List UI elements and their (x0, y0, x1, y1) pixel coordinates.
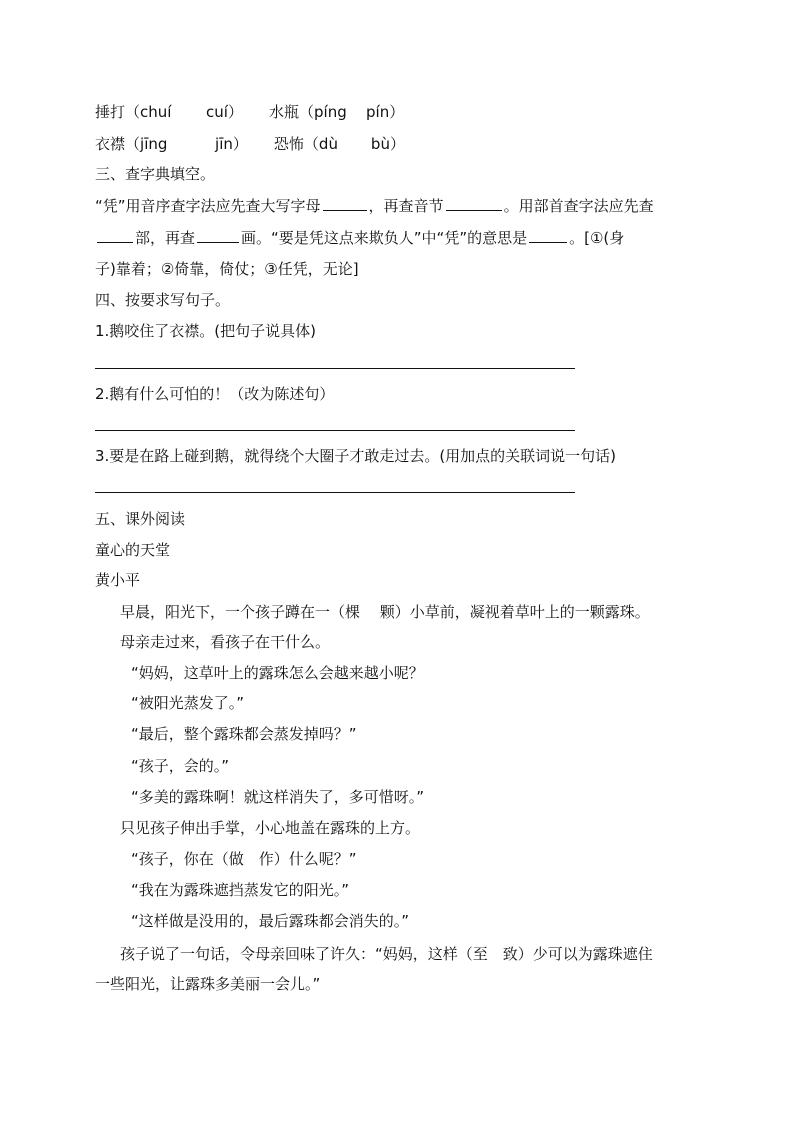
pinyin-option: chuí (140, 103, 172, 121)
section-4-heading: 四、按要求写句子。 (95, 291, 231, 309)
fill-blank[interactable] (446, 196, 502, 211)
reading-paragraph: 孩子说了一句话，令母亲回味了许久：“妈妈，这样（至 致）少可以为露珠遮住 (120, 945, 653, 963)
reading-paragraph: 早晨，阳光下，一个孩子蹲在一（棵 颗）小草前，凝视着草叶上的一颗露珠。 (120, 603, 650, 621)
reading-paragraph: “孩子，会的。” (131, 757, 230, 775)
answer-line[interactable] (95, 492, 575, 493)
pinyin-word: 水瓶 (268, 103, 299, 121)
reading-title: 童心的天堂 (95, 541, 171, 559)
fill-blank[interactable] (529, 228, 567, 243)
reading-paragraph: “孩子，你在（做 作）什么呢？” (131, 850, 357, 868)
pinyin-option: píng (314, 103, 347, 121)
section-3-line-1: “凭”用音序查字法应先查大写字母 ，再查音节 。用部首查字法应先查 (95, 197, 654, 215)
section-3-line-2: 部，再查 画。“要是凭这点来欺负人”中“凭”的意思是 。[①(身 (95, 228, 624, 248)
fill-blank[interactable] (97, 228, 133, 243)
pinyin-row-1: 捶打（chuí cuí） 水瓶（píng pín） (95, 103, 405, 121)
answer-line[interactable] (95, 430, 575, 431)
fill-blank[interactable] (323, 196, 367, 211)
answer-line[interactable] (95, 368, 575, 369)
reading-paragraph: “最后，整个露珠都会蒸发掉吗？” (131, 725, 357, 743)
reading-paragraph: “多美的露珠啊！就这样消失了，多可惜呀。” (131, 788, 425, 806)
pinyin-word: 衣襟 (95, 135, 126, 153)
reading-paragraph: “我在为露珠遮挡蒸发它的阳光。” (131, 881, 350, 899)
question-2: 2.鹅有什么可怕的！（改为陈述句） (95, 385, 335, 403)
question-1: 1.鹅咬住了衣襟。(把句子说具体) (95, 322, 317, 340)
pinyin-option: pín (366, 103, 390, 121)
reading-author: 黄小平 (95, 571, 141, 589)
reading-paragraph-continued: 一些阳光，让露珠多美丽一会儿。” (95, 975, 321, 993)
question-3: 3.要是在路上碰到鹅，就得绕个大圈子才敢走过去。(用加点的关联词说一句话) (95, 447, 617, 465)
section-3-line-3: 子)靠着；②倚靠，倚仗；③任凭，无论] (95, 260, 359, 278)
pinyin-option: dù (318, 135, 338, 153)
section-5-heading: 五、课外阅读 (95, 510, 186, 528)
pinyin-option: jīn (215, 135, 233, 153)
reading-paragraph: 只见孩子伸出手掌，小心地盖在露珠的上方。 (120, 819, 421, 837)
fill-blank[interactable] (197, 228, 239, 243)
reading-paragraph: “妈妈，这草叶上的露珠怎么会越来越小呢？ (131, 664, 424, 682)
reading-paragraph: 母亲走过来，看孩子在干什么。 (120, 633, 331, 651)
pinyin-option: cuí (206, 103, 228, 121)
section-3-heading: 三、查字典填空。 (95, 165, 216, 183)
reading-paragraph: “被阳光蒸发了。” (131, 694, 245, 712)
pinyin-option: bù (370, 135, 390, 153)
pinyin-word: 恐怖 (273, 135, 304, 153)
pinyin-word: 捶打 (95, 103, 126, 121)
reading-paragraph: “这样做是没用的，最后露珠都会消失的。” (131, 912, 410, 930)
pinyin-option: jīng (140, 135, 168, 153)
pinyin-row-2: 衣襟（jīng jīn） 恐怖（dù bù） (95, 135, 405, 153)
